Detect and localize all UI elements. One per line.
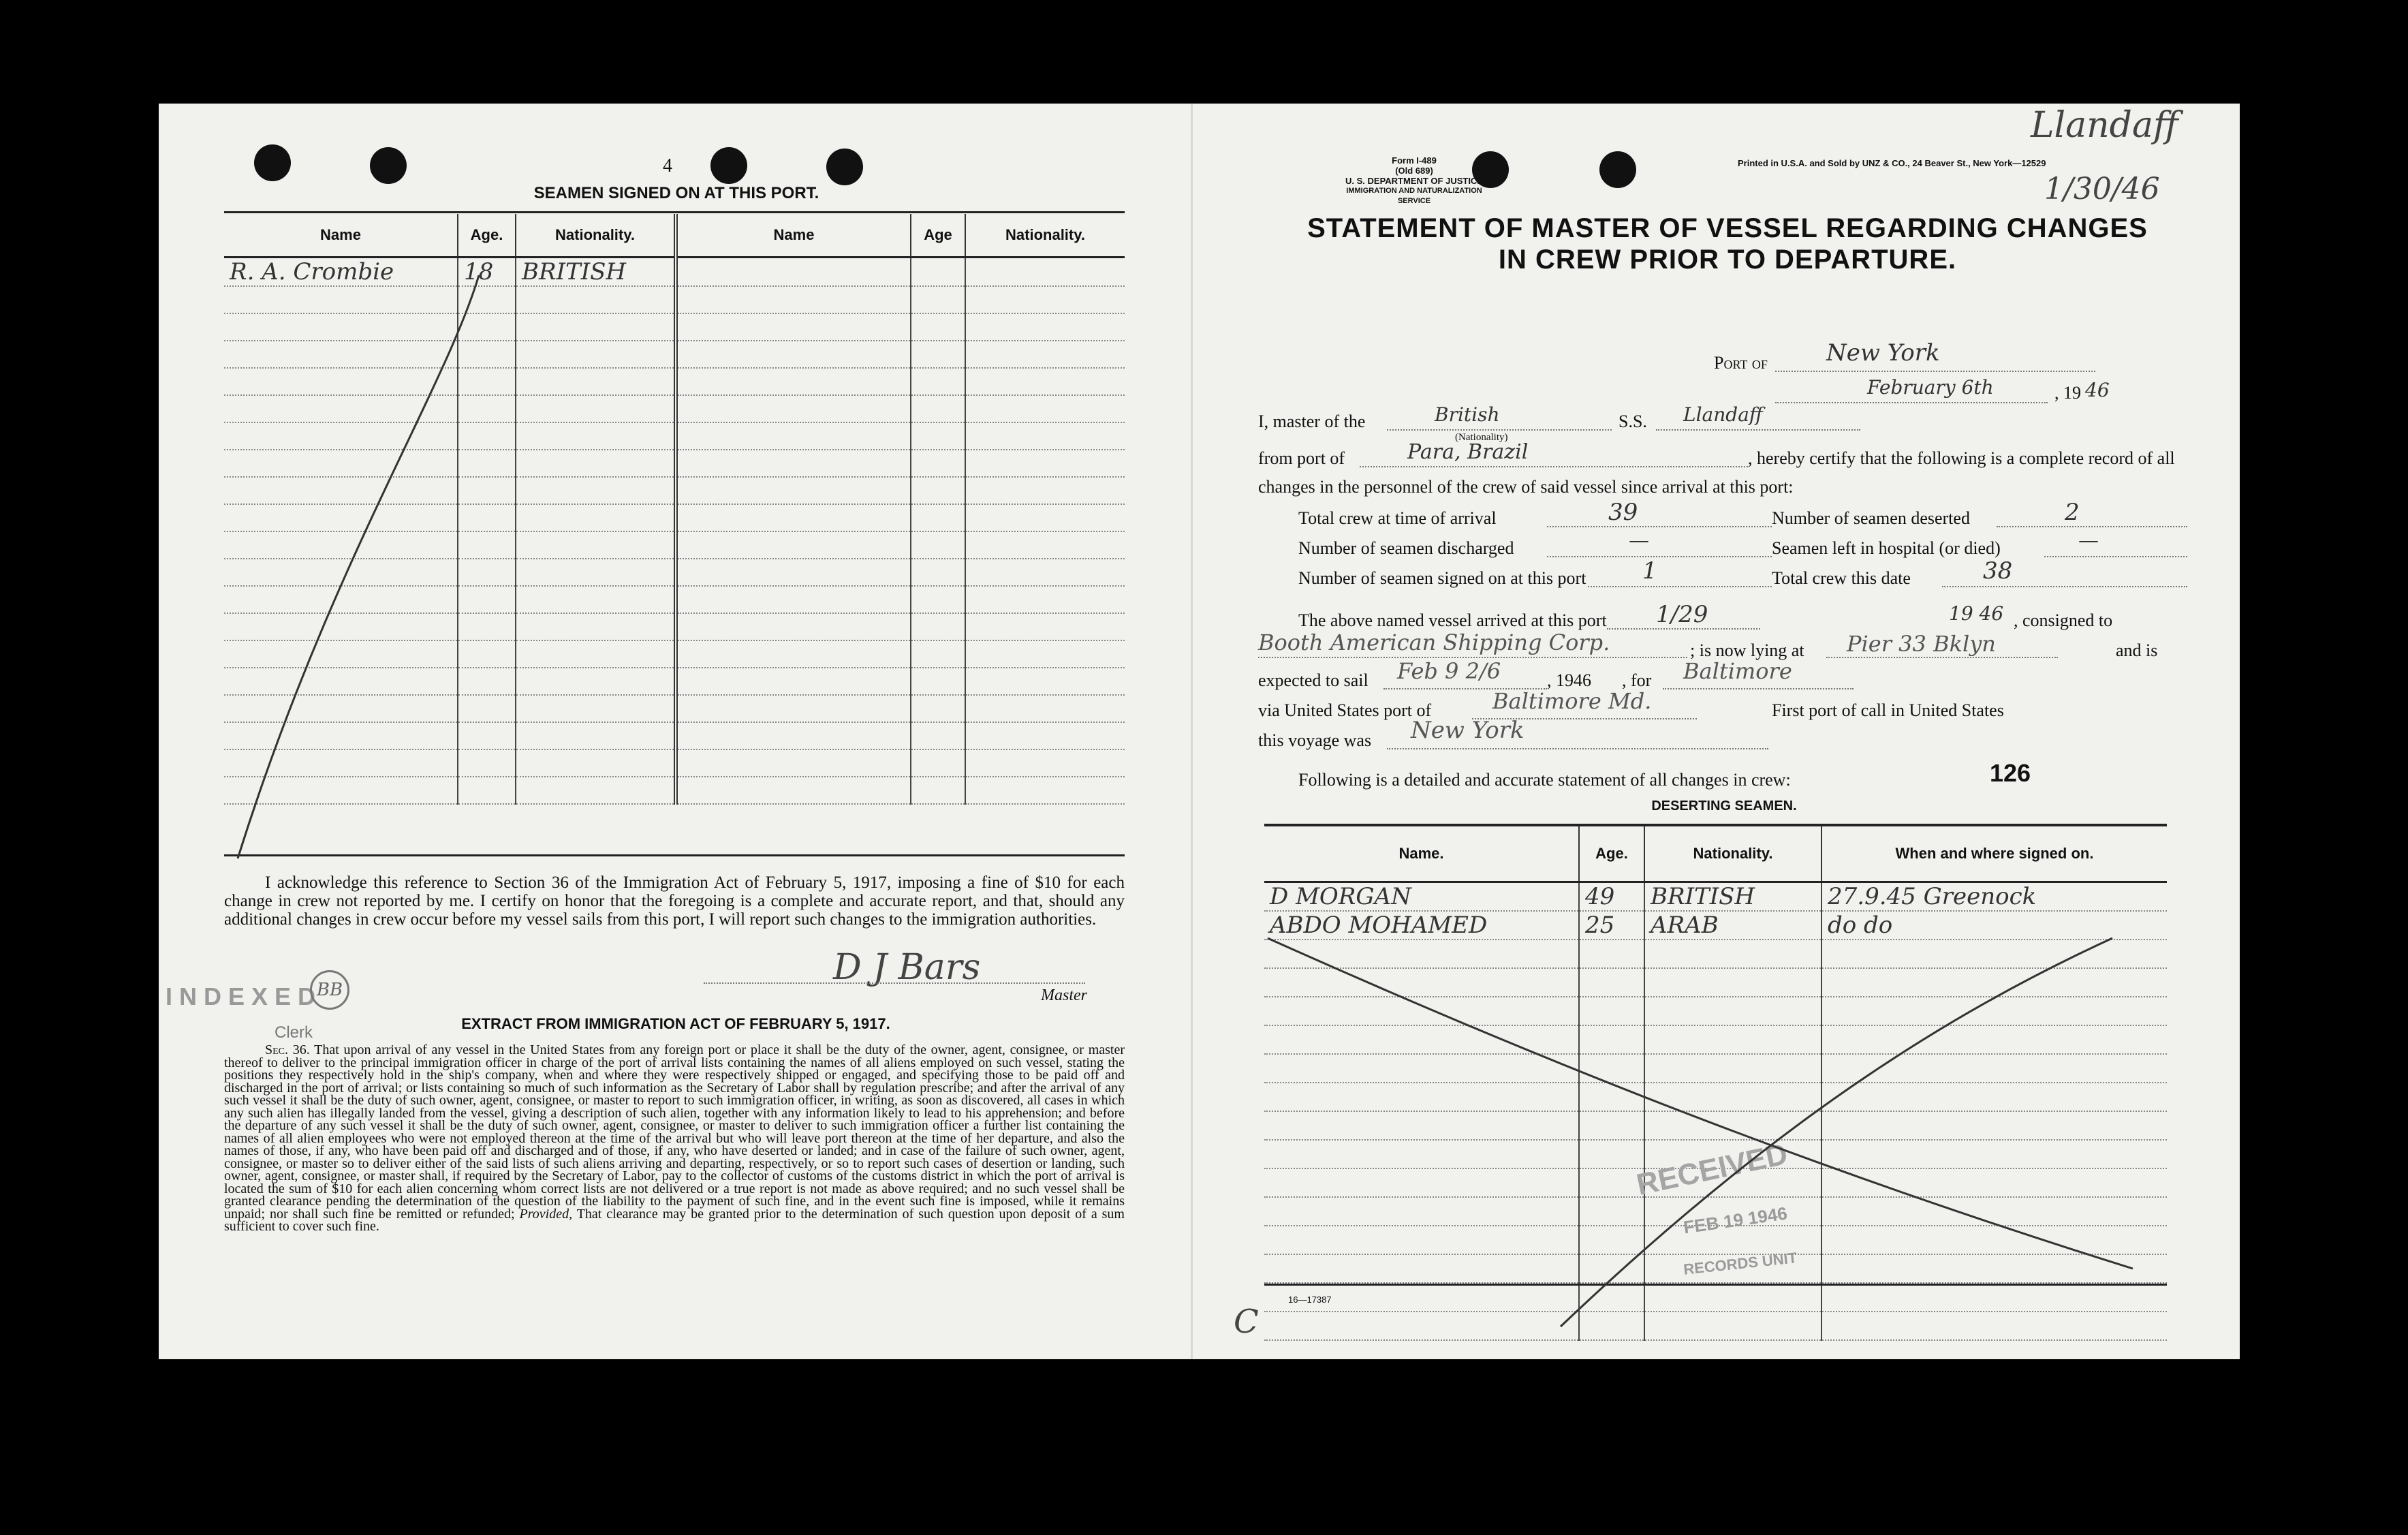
- form-old-number: (Old 689): [1395, 166, 1433, 176]
- initials-circle: [310, 970, 349, 1010]
- form-number: Form I-489: [1392, 155, 1437, 166]
- name-cell: ABDO MOHAMED: [1264, 911, 1579, 940]
- consigned-label: , consigned to: [2014, 610, 2113, 630]
- date-value: February 6th: [1867, 376, 1994, 399]
- arrived-value: 1/29: [1656, 601, 1708, 628]
- expected-value: Feb 9 2/6: [1397, 658, 1501, 684]
- corner-note-ship: Llandaff: [2031, 105, 2178, 146]
- total-arrival-value: 39: [1608, 499, 1638, 526]
- printer-note: Printed in U.S.A. and Sold by UNZ & CO., 24 Beaver St., New York—12529: [1738, 158, 2046, 168]
- received-date: FEB 19 1946: [1682, 1203, 1789, 1238]
- voyage-label: this voyage was: [1258, 730, 1372, 750]
- signed-on-label: Number of seamen signed on at this port: [1298, 568, 1586, 588]
- received-stamp: RECEIVED: [1633, 1137, 1791, 1202]
- total-date-value: 38: [1983, 557, 2013, 585]
- column-header: Age.: [458, 214, 516, 258]
- consignee-value: Booth American Shipping Corp.: [1258, 630, 1610, 655]
- indexed-stamp: INDEXED: [166, 982, 323, 1010]
- nationality-caption: (Nationality): [1455, 432, 1508, 443]
- from-port-label: from port of: [1258, 448, 1345, 468]
- column-header: Nationality.: [516, 214, 676, 258]
- master-signature: D J Bars: [833, 947, 981, 988]
- following-label: Following is a detailed and accurate statement of all changes in crew:: [1298, 770, 1791, 790]
- first-port-label: First port of call in United States: [1772, 700, 2004, 720]
- total-arrival-label: Total crew at time of arrival: [1298, 508, 1497, 528]
- seamen-signed-heading: SEAMEN SIGNED ON AT THIS PORT.: [533, 184, 819, 202]
- section-label: Sec. 36.: [265, 1042, 310, 1057]
- column-header: Name: [224, 214, 458, 258]
- provided-label: Provided,: [519, 1206, 573, 1222]
- section-text-block: [224, 1044, 1125, 1233]
- via-label: via United States port of: [1258, 700, 1432, 720]
- deserting-heading: DESERTING SEAMEN.: [1651, 798, 1797, 813]
- column-header: Name: [676, 214, 911, 258]
- age-cell: 25: [1579, 911, 1644, 940]
- initials: BB: [316, 980, 343, 1000]
- title-line-1: STATEMENT OF MASTER OF VESSEL REGARDING CHANGES: [1307, 213, 2148, 243]
- lying-label: ; is now lying at: [1690, 640, 1804, 660]
- year-value: 46: [2085, 379, 2110, 401]
- left-page: [159, 104, 1193, 1359]
- cancel-cross: [1193, 104, 2240, 1359]
- clerk-label: Clerk: [275, 1023, 313, 1042]
- acknowledgement-text: I acknowledge this reference to Section 36 of the Immigration Act of February 5, 1917, imposing a fine of $10 for each change in crew not reported by me. I certify on honor that the foregoing is a complete and accurate report, and that, should any additional changes in crew occur before my vessel sails from this port, I will report such changes to the immigration authorities.: [224, 873, 1125, 929]
- column-header: Age: [911, 214, 965, 258]
- changes-text: changes in the personnel of the crew of said vessel since arrival at this port:: [1258, 477, 1794, 497]
- from-port-value: Para, Brazil: [1407, 440, 1529, 464]
- extract-title: EXTRACT FROM IMMIGRATION ACT OF FEBRUARY 5, 1917.: [461, 1015, 890, 1032]
- right-page: [1193, 104, 2240, 1359]
- corner-mark: C: [1234, 1303, 1259, 1341]
- signed-on-cell: 27.9.45 Greenock: [1821, 882, 2167, 912]
- hospital-value: —: [2078, 529, 2099, 553]
- age-cell: 18: [458, 258, 516, 287]
- column-header: Name.: [1264, 826, 1579, 882]
- nationality-cell: BRITISH: [1644, 882, 1821, 912]
- corner-note-date: 1/30/46: [2044, 172, 2160, 206]
- nationality-value: British: [1435, 403, 1500, 426]
- column-header: When and where signed on.: [1821, 826, 2167, 882]
- nationality-cell: BRITISH: [516, 258, 676, 287]
- title-line-2: IN CREW PRIOR TO DEPARTURE.: [1498, 245, 1957, 275]
- signed-on-cell: do do: [1821, 911, 2167, 940]
- print-code: 16—17387: [1288, 1294, 1332, 1305]
- column-header: Nationality.: [1644, 826, 1821, 882]
- year-prefix: , 19: [2054, 383, 2081, 403]
- section-text: That upon arrival of any vessel in the United States from any foreign port or place it shall be the duty of the owner, agent, consignee, or master thereof to deliver to the principal immigration officer in charge of the port of arrival lists containing the names of all aliens employed on such vessel, stating the positions they respectively hold in the ship's company, when and where they were respectively shipped or engaged, and specifying those to be paid off and discharged in the port of arrival; or lists containing so much of such information as the Secretary of Labor shall by regulation prescribe; and after the arrival of any such vessel it shall be the duty of such owner, agent, consignee, or master to report to such immigration officer, in writing, as soon as discovered, all cases in which any such alien has illegally landed from the vessel, giving a description of such alien, together with any information likely to lead to his apprehension; and before the departure of any such vessel it shall be the duty of such owner, agent, consignee, or master to deliver to such immigration officer a further list containing the names of all alien employees who were not employed thereon at the time of the arrival but who will leave port thereon at the time of her departure, and also the names of those, if any, who have been paid off and discharged and of those, if any, who have deserted or landed; and in case of the failure of such owner, agent, consignee, or master so to deliver either of the said lists of such aliens arriving and departing, respectively, or so to report such cases of desertion or landing, such owner, agent, consignee, or master shall, if required by the Secretary of Labor, pay to the collector of customs of the customs district in which the port of arrival is located the sum of $10 for each alien concerning whom correct lists are not delivered or a true report is not made as above required; and no such vessel shall be granted clearance pending the determination of the question of the liability to the payment of such fine, and in the event such fine is imposed, while it remains unpaid; nor shall such fine be remitted or refunded;: [224, 1042, 1125, 1222]
- stamp-number: 126: [1990, 759, 2031, 787]
- discharged-label: Number of seamen discharged: [1298, 538, 1514, 558]
- received-unit: RECORDS UNIT: [1683, 1249, 1798, 1278]
- lying-value: Pier 33 Bklyn: [1847, 631, 1996, 657]
- total-date-label: Total crew this date: [1772, 568, 1911, 588]
- ss-label: S.S.: [1619, 412, 1647, 431]
- arrived-label: The above named vessel arrived at this port: [1298, 610, 1607, 630]
- port-value: New York: [1826, 339, 1940, 367]
- voyage-value: New York: [1411, 717, 1524, 744]
- port-label: Port of: [1714, 353, 1768, 373]
- column-header: Age.: [1579, 826, 1644, 882]
- expected-year: , 1946: [1547, 670, 1591, 690]
- expected-label: expected to sail: [1258, 670, 1369, 690]
- via-value: Baltimore Md.: [1492, 688, 1652, 714]
- page-number: 4: [663, 155, 672, 176]
- name-cell: R. A. Crombie: [224, 258, 458, 287]
- age-cell: 49: [1579, 882, 1644, 912]
- signed-on-value: 1: [1642, 557, 1657, 585]
- and-is-label: and is: [2116, 640, 2158, 660]
- nationality-cell: ARAB: [1644, 911, 1821, 940]
- name-cell: D MORGAN: [1264, 882, 1579, 912]
- ship-value: Llandaff: [1683, 403, 1763, 426]
- discharged-value: —: [1629, 529, 1649, 553]
- deserted-label: Number of seamen deserted: [1772, 508, 1970, 528]
- hospital-label: Seamen left in hospital (or died): [1772, 538, 2001, 558]
- master-label: Master: [1041, 987, 1087, 1004]
- master-of-label: I, master of the: [1258, 412, 1366, 431]
- service: IMMIGRATION AND NATURALIZATION SERVICE: [1346, 187, 1482, 205]
- for-value: Baltimore: [1683, 658, 1792, 684]
- arrived-year: 19 46: [1949, 602, 2004, 625]
- column-header: Nationality.: [965, 214, 1125, 258]
- department: U. S. DEPARTMENT OF JUSTICE: [1345, 176, 1483, 186]
- certify-text: , hereby certify that the following is a complete record of all: [1748, 448, 2175, 468]
- deserted-value: 2: [2065, 499, 2080, 526]
- for-label: , for: [1622, 670, 1652, 690]
- provided-text: That clearance may be granted prior to the determination of such question upon deposit of a sum sufficient to cover such fine.: [224, 1206, 1125, 1234]
